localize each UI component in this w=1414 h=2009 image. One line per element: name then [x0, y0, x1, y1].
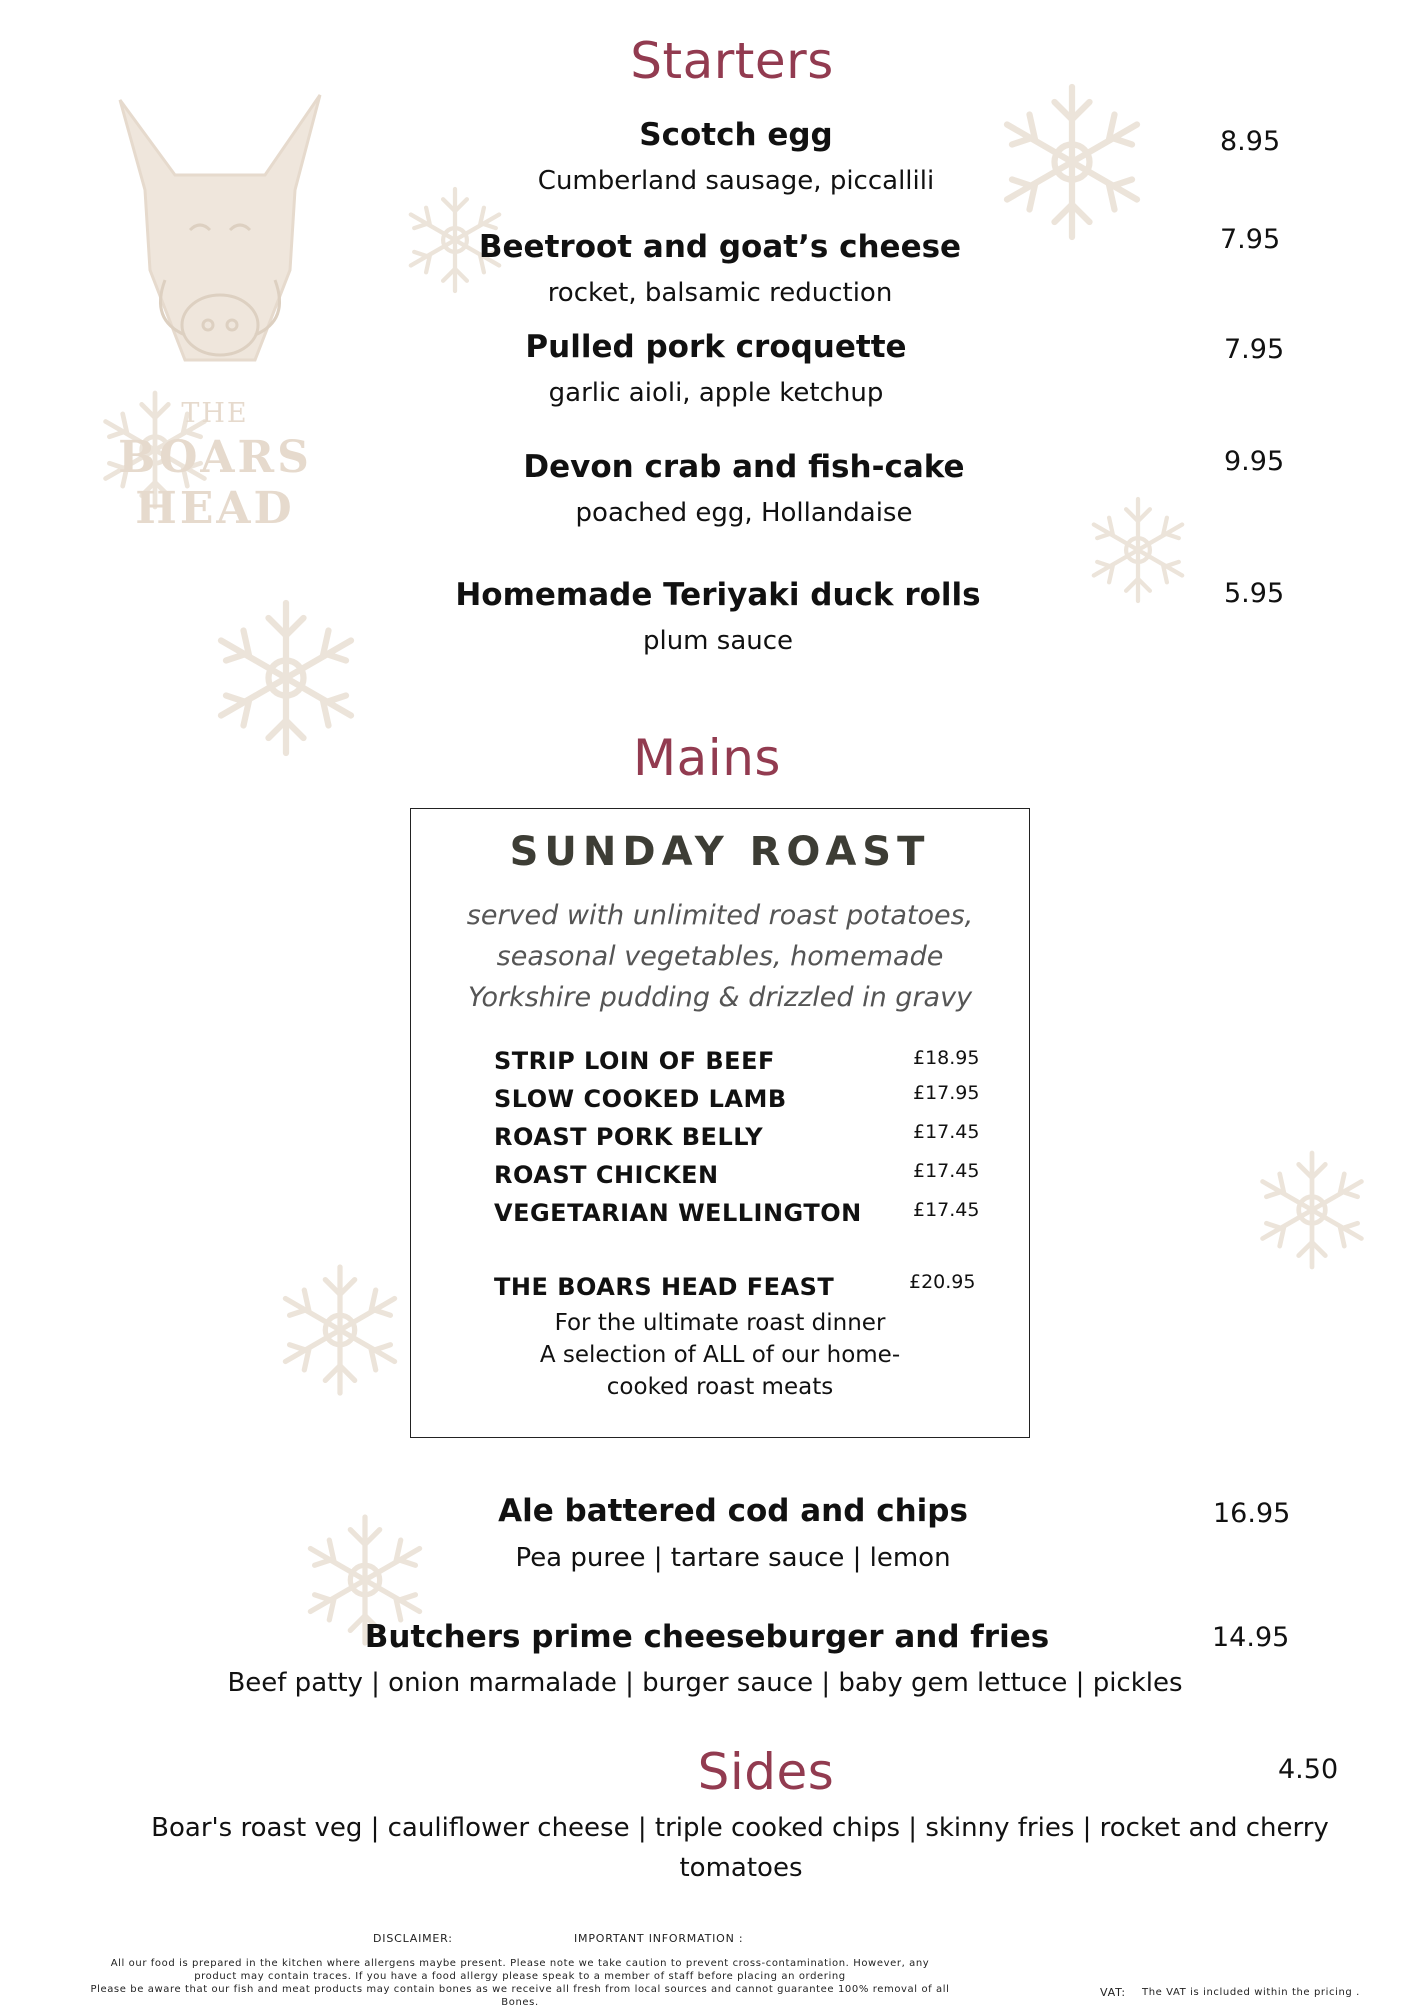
dish-desc: Beef patty | onion marmalade | burger sauce | baby gem lettuce | pickles	[227, 1668, 1183, 1698]
dish-name: Devon crab and fish-cake	[523, 449, 965, 485]
roast-item: STRIP LOIN OF BEEF	[494, 1047, 775, 1075]
dish-price: 7.95	[1220, 224, 1281, 255]
intro-line: seasonal vegetables, homemade	[496, 941, 944, 972]
dish-desc: rocket, balsamic reduction	[547, 278, 893, 308]
dish-desc: garlic aioli, apple ketchup	[548, 378, 884, 408]
dish-name: Beetroot and goat’s cheese	[478, 229, 962, 265]
feast-desc-line: A selection of ALL of our home-	[539, 1342, 901, 1368]
dish-price: 5.95	[1224, 578, 1285, 609]
dish-price: 8.95	[1220, 126, 1281, 157]
snowflake-icon	[1263, 1153, 1362, 1267]
dish-name: Homemade Teriyaki duck rolls	[455, 577, 981, 613]
vat-label: VAT:	[1100, 1986, 1126, 1999]
sides-list: Boar's roast veg | cauliflower cheese | triple cooked chips | skinny fries | rocket and cherry	[151, 1813, 1329, 1843]
important-info-label: IMPORTANT INFORMATION :	[574, 1932, 744, 1945]
dish-price: 7.95	[1224, 334, 1285, 365]
sunday-roast-box	[410, 808, 1030, 1438]
allergen-line: Please be aware that our fish and meat products may contain bones as we receive all fresh from local sources and cannot guarantee 100% removal of all	[90, 1984, 950, 1995]
dish-name: Pulled pork croquette	[525, 329, 907, 365]
mains-title: Mains	[633, 729, 781, 787]
vat-text: The VAT is included within the pricing .	[1142, 1987, 1360, 1998]
roast-price: £17.95	[913, 1082, 980, 1104]
feast-desc	[411, 1307, 1029, 1403]
allergen-line: product may contain traces. If you have a food allergy please speak to a member of staff before placing an ordering	[194, 1971, 846, 1982]
roast-item: ROAST PORK BELLY	[494, 1123, 764, 1151]
roast-item: VEGETARIAN WELLINGTON	[494, 1199, 862, 1227]
dish-price: 16.95	[1213, 1498, 1291, 1529]
roast-item: ROAST CHICKEN	[494, 1161, 719, 1189]
sunday-roast-intro	[411, 895, 1029, 1018]
intro-line: served with unlimited roast potatoes,	[466, 900, 974, 931]
feast-desc-line: cooked roast meats	[606, 1374, 834, 1400]
feast-desc-line: For the ultimate roast dinner	[554, 1310, 886, 1336]
logo-text-line1: THE	[181, 398, 249, 429]
roast-price: £17.45	[913, 1199, 980, 1221]
snowflake-icon	[1094, 499, 1182, 601]
intro-line: Yorkshire pudding & drizzled in gravy	[467, 982, 973, 1013]
roast-price: £18.95	[913, 1047, 980, 1069]
roast-price: £17.45	[913, 1160, 980, 1182]
dish-desc: poached egg, Hollandaise	[575, 498, 913, 528]
feast-price: £20.95	[909, 1271, 976, 1293]
dish-name: Scotch egg	[639, 117, 833, 153]
sides-price: 4.50	[1278, 1754, 1339, 1785]
dish-price: 14.95	[1212, 1622, 1290, 1653]
dish-price: 9.95	[1224, 446, 1285, 477]
boar-head-logo-icon	[90, 80, 350, 380]
sunday-roast-title: SUNDAY ROAST	[509, 829, 931, 875]
snowflake-icon	[221, 603, 351, 753]
allergen-line: All our food is prepared in the kitchen where allergens maybe present. Please note we take caution to prevent cross-contamination. However, any	[110, 1958, 930, 1969]
logo-text-line2: BOARS HEAD	[118, 432, 312, 534]
dish-name: Ale battered cod and chips	[498, 1493, 968, 1529]
snowflake-icon	[1007, 87, 1137, 237]
feast-name: THE BOARS HEAD FEAST	[494, 1273, 835, 1301]
roast-price: £17.45	[913, 1121, 980, 1143]
sides-list-cont: tomatoes	[679, 1853, 803, 1883]
starters-title: Starters	[630, 32, 834, 90]
dish-desc: Pea puree | tartare sauce | lemon	[515, 1543, 951, 1573]
dish-desc: Cumberland sausage, piccallili	[537, 166, 935, 196]
allergen-line: Bones.	[501, 1997, 539, 2008]
dish-desc: plum sauce	[642, 626, 794, 656]
sides-title: Sides	[697, 1743, 835, 1801]
disclaimer-label: DISCLAIMER:	[373, 1932, 453, 1945]
snowflake-icon	[285, 1267, 394, 1393]
allergen-notice	[20, 1957, 1020, 2009]
dish-name: Butchers prime cheeseburger and fries	[364, 1619, 1050, 1655]
roast-item: SLOW COOKED LAMB	[494, 1085, 787, 1113]
